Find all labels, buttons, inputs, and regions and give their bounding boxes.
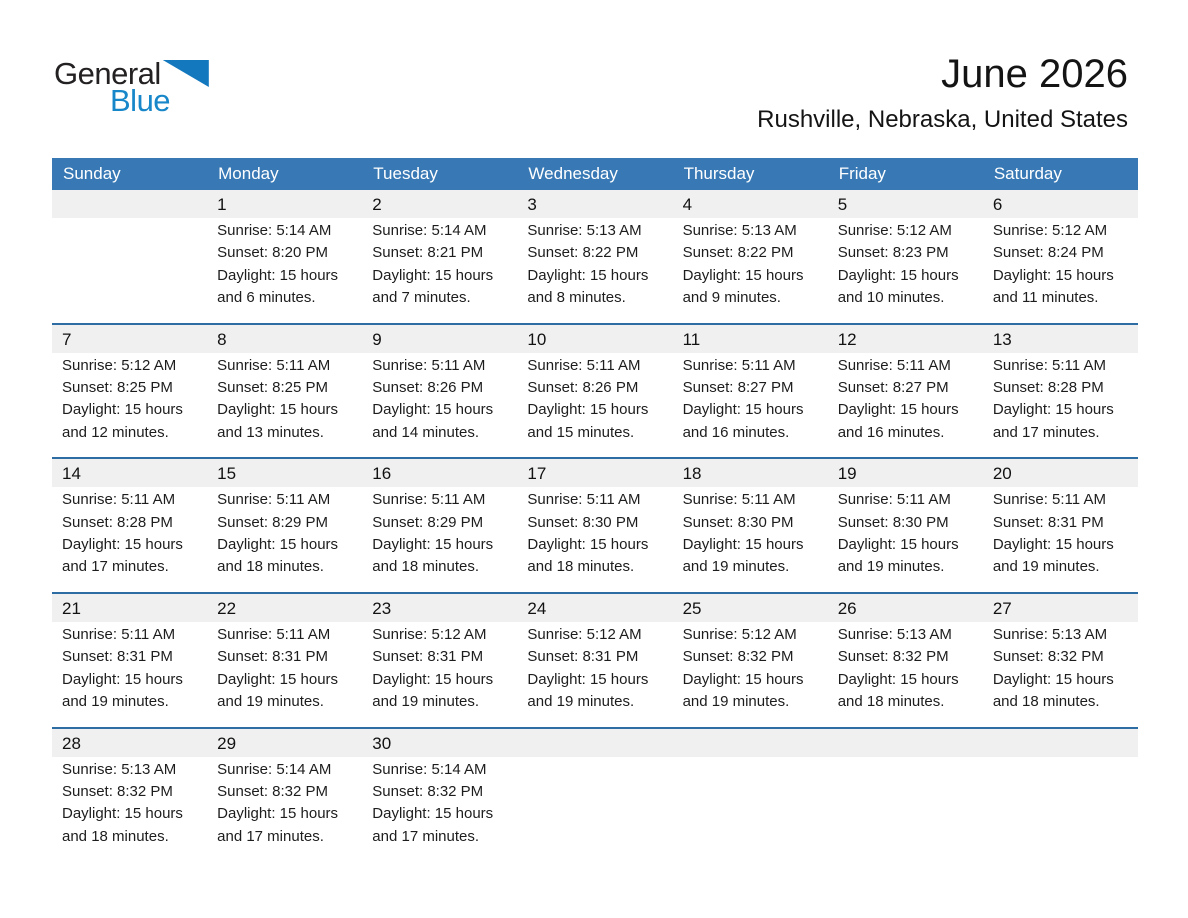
day-number: 22 bbox=[217, 598, 237, 618]
day-cell bbox=[517, 218, 672, 323]
sunrise-text: Sunrise: 5:11 AM bbox=[527, 356, 641, 374]
day-number: 7 bbox=[62, 329, 72, 349]
day-cell bbox=[828, 622, 983, 727]
daylight-text: Daylight: 15 hours bbox=[217, 805, 339, 823]
day-header-saturday: Saturday bbox=[993, 164, 1062, 183]
daylight-text-cont: and 10 minutes. bbox=[837, 289, 945, 307]
daylight-text-cont: and 17 minutes. bbox=[992, 423, 1100, 441]
day-cell bbox=[673, 218, 828, 323]
week-row-1 bbox=[52, 190, 1138, 323]
day-cell bbox=[207, 622, 362, 727]
sunrise-text: Sunrise: 5:11 AM bbox=[682, 356, 796, 374]
day-cell bbox=[517, 487, 672, 592]
daylight-text: Daylight: 15 hours bbox=[217, 266, 339, 284]
week-row-2 bbox=[52, 323, 1138, 458]
sunset-text: Sunset: 8:26 PM bbox=[527, 379, 639, 397]
daylight-text-cont: and 6 minutes. bbox=[217, 289, 316, 307]
day-cell bbox=[983, 218, 1138, 323]
sunset-text: Sunset: 8:23 PM bbox=[837, 244, 949, 262]
daylight-text-cont: and 16 minutes. bbox=[682, 423, 790, 441]
day-cell bbox=[362, 218, 517, 323]
daylight-text-cont: and 15 minutes. bbox=[527, 423, 635, 441]
empty-day-cell bbox=[983, 757, 1138, 862]
day-number: 28 bbox=[62, 733, 81, 753]
day-cells-band bbox=[52, 757, 1138, 862]
daylight-text: Daylight: 15 hours bbox=[992, 670, 1114, 688]
sunset-text: Sunset: 8:32 PM bbox=[837, 648, 949, 666]
day-number: 18 bbox=[682, 464, 702, 484]
day-number: 1 bbox=[217, 195, 227, 214]
day-header-friday: Friday bbox=[838, 164, 886, 183]
day-cell bbox=[52, 353, 207, 458]
daylight-text-cont: and 12 minutes. bbox=[62, 423, 169, 441]
sunset-text: Sunset: 8:31 PM bbox=[372, 648, 484, 666]
daylight-text-cont: and 19 minutes. bbox=[527, 693, 635, 711]
sunset-text: Sunset: 8:27 PM bbox=[837, 379, 949, 397]
daylight-text: Daylight: 15 hours bbox=[837, 266, 959, 284]
daylight-text: Daylight: 15 hours bbox=[527, 266, 649, 284]
sunrise-text: Sunrise: 5:14 AM bbox=[372, 760, 487, 778]
day-cell bbox=[673, 353, 828, 458]
daylight-text: Daylight: 15 hours bbox=[372, 401, 494, 419]
sunrise-text: Sunrise: 5:13 AM bbox=[837, 625, 952, 643]
daylight-text: Daylight: 15 hours bbox=[372, 670, 494, 688]
sunset-text: Sunset: 8:32 PM bbox=[682, 648, 794, 666]
daylight-text: Daylight: 15 hours bbox=[837, 536, 959, 554]
day-cell bbox=[362, 353, 517, 458]
daylight-text-cont: and 19 minutes. bbox=[62, 693, 169, 711]
sunset-text: Sunset: 8:28 PM bbox=[992, 379, 1104, 397]
day-cell bbox=[362, 622, 517, 727]
daylight-text: Daylight: 15 hours bbox=[527, 401, 649, 419]
day-number-band bbox=[52, 190, 1138, 218]
sunrise-text: Sunrise: 5:11 AM bbox=[62, 491, 176, 509]
day-number: 25 bbox=[682, 598, 702, 618]
daylight-text-cont: and 13 minutes. bbox=[217, 423, 324, 441]
day-number: 11 bbox=[682, 329, 701, 349]
day-number: 15 bbox=[217, 464, 237, 484]
empty-day-number bbox=[52, 190, 207, 218]
sunset-text: Sunset: 8:31 PM bbox=[62, 648, 173, 666]
sunrise-text: Sunrise: 5:14 AM bbox=[217, 222, 332, 239]
daylight-text-cont: and 17 minutes. bbox=[217, 827, 324, 845]
sunset-text: Sunset: 8:28 PM bbox=[62, 513, 173, 531]
daylight-text: Daylight: 15 hours bbox=[372, 805, 494, 823]
week-row-3 bbox=[52, 457, 1138, 592]
day-number: 12 bbox=[837, 329, 857, 349]
sunset-text: Sunset: 8:29 PM bbox=[372, 513, 484, 531]
day-cell bbox=[52, 487, 207, 592]
daylight-text-cont: and 14 minutes. bbox=[372, 423, 480, 441]
day-cell bbox=[673, 487, 828, 592]
daylight-text: Daylight: 15 hours bbox=[682, 401, 804, 419]
daylight-text-cont: and 18 minutes. bbox=[62, 827, 169, 845]
day-number-band bbox=[52, 729, 1138, 757]
day-number: 30 bbox=[372, 733, 392, 753]
sunrise-text: Sunrise: 5:11 AM bbox=[527, 491, 641, 509]
day-cell bbox=[828, 487, 983, 592]
day-cell bbox=[828, 353, 983, 458]
day-header-monday: Monday bbox=[218, 164, 279, 183]
day-number: 2 bbox=[372, 195, 382, 214]
day-number: 27 bbox=[992, 598, 1012, 618]
daylight-text-cont: and 18 minutes. bbox=[527, 558, 635, 576]
month-title: June 2026 bbox=[941, 52, 1128, 96]
day-number: 26 bbox=[837, 598, 857, 618]
daylight-text: Daylight: 15 hours bbox=[527, 536, 649, 554]
daylight-text: Daylight: 15 hours bbox=[62, 805, 183, 823]
sunset-text: Sunset: 8:31 PM bbox=[217, 648, 329, 666]
daylight-text: Daylight: 15 hours bbox=[372, 536, 494, 554]
day-number: 29 bbox=[217, 733, 237, 753]
sunset-text: Sunset: 8:30 PM bbox=[527, 513, 639, 531]
day-number-band bbox=[52, 325, 1138, 353]
daylight-text: Daylight: 15 hours bbox=[992, 266, 1114, 284]
sunset-text: Sunset: 8:20 PM bbox=[217, 244, 329, 262]
day-number: 13 bbox=[992, 329, 1012, 349]
daylight-text-cont: and 8 minutes. bbox=[527, 289, 626, 307]
daylight-text: Daylight: 15 hours bbox=[682, 266, 804, 284]
sunset-text: Sunset: 8:32 PM bbox=[217, 782, 329, 800]
daylight-text-cont: and 19 minutes. bbox=[217, 693, 324, 711]
sunset-text: Sunset: 8:31 PM bbox=[527, 648, 639, 666]
empty-day-number bbox=[673, 729, 828, 757]
empty-day-number bbox=[517, 729, 672, 757]
day-cell bbox=[207, 218, 362, 323]
day-number: 14 bbox=[62, 464, 81, 484]
empty-day-number bbox=[828, 729, 983, 757]
daylight-text-cont: and 11 minutes. bbox=[992, 289, 1099, 307]
empty-day-cell bbox=[52, 218, 207, 323]
day-number: 17 bbox=[527, 464, 547, 484]
sunset-text: Sunset: 8:25 PM bbox=[217, 379, 329, 397]
daylight-text-cont: and 17 minutes. bbox=[372, 827, 480, 845]
sunset-text: Sunset: 8:26 PM bbox=[372, 379, 484, 397]
daylight-text: Daylight: 15 hours bbox=[682, 536, 804, 554]
sunrise-text: Sunrise: 5:12 AM bbox=[682, 625, 797, 643]
sunset-text: Sunset: 8:30 PM bbox=[682, 513, 794, 531]
daylight-text: Daylight: 15 hours bbox=[992, 536, 1114, 554]
daylight-text: Daylight: 15 hours bbox=[62, 401, 183, 419]
day-number: 6 bbox=[992, 195, 1003, 214]
day-cell bbox=[207, 353, 362, 458]
daylight-text: Daylight: 15 hours bbox=[992, 401, 1114, 419]
day-cell bbox=[828, 218, 983, 323]
calendar-table bbox=[52, 158, 1138, 861]
sunrise-text: Sunrise: 5:11 AM bbox=[217, 625, 331, 643]
sunset-text: Sunset: 8:25 PM bbox=[62, 379, 173, 397]
sunrise-text: Sunrise: 5:11 AM bbox=[217, 356, 331, 374]
sunset-text: Sunset: 8:32 PM bbox=[372, 782, 484, 800]
day-cell bbox=[362, 757, 517, 862]
day-cells-band bbox=[52, 218, 1138, 323]
day-cells-band bbox=[52, 622, 1138, 727]
sunrise-text: Sunrise: 5:11 AM bbox=[992, 356, 1106, 374]
week-row-5 bbox=[52, 727, 1138, 862]
location-subtitle: Rushville, Nebraska, United States bbox=[757, 106, 1128, 133]
sunset-text: Sunset: 8:30 PM bbox=[837, 513, 949, 531]
sunrise-text: Sunrise: 5:11 AM bbox=[992, 491, 1106, 509]
day-number: 10 bbox=[527, 329, 547, 349]
sunset-text: Sunset: 8:27 PM bbox=[682, 379, 794, 397]
sunrise-text: Sunrise: 5:11 AM bbox=[682, 491, 796, 509]
daylight-text: Daylight: 15 hours bbox=[62, 670, 183, 688]
day-cell bbox=[52, 757, 207, 862]
day-number: 4 bbox=[682, 195, 693, 214]
empty-day-cell bbox=[517, 757, 672, 862]
sunrise-text: Sunrise: 5:14 AM bbox=[372, 222, 487, 239]
calendar-weeks bbox=[52, 190, 1138, 861]
empty-day-cell bbox=[828, 757, 983, 862]
day-cells-band bbox=[52, 487, 1138, 592]
general-blue-logo bbox=[54, 58, 209, 116]
day-header-thursday: Thursday bbox=[683, 164, 755, 183]
daylight-text-cont: and 19 minutes. bbox=[837, 558, 945, 576]
logo-text-blue: Blue bbox=[110, 83, 171, 118]
day-cells-band bbox=[52, 353, 1138, 458]
day-number: 9 bbox=[372, 329, 382, 349]
sunrise-text: Sunrise: 5:11 AM bbox=[62, 625, 176, 643]
day-number: 19 bbox=[837, 464, 857, 484]
sunrise-text: Sunrise: 5:11 AM bbox=[837, 356, 951, 374]
day-cell bbox=[983, 353, 1138, 458]
daylight-text-cont: and 17 minutes. bbox=[62, 558, 169, 576]
sunset-text: Sunset: 8:22 PM bbox=[682, 244, 794, 262]
weekday-header-row bbox=[52, 158, 1138, 190]
sunrise-text: Sunrise: 5:12 AM bbox=[992, 222, 1108, 239]
sunset-text: Sunset: 8:32 PM bbox=[62, 782, 173, 800]
sunset-text: Sunset: 8:32 PM bbox=[992, 648, 1104, 666]
empty-day-number bbox=[983, 729, 1138, 757]
day-number: 24 bbox=[527, 598, 547, 618]
daylight-text-cont: and 18 minutes. bbox=[372, 558, 480, 576]
day-header-sunday: Sunday bbox=[63, 164, 121, 183]
daylight-text-cont: and 18 minutes. bbox=[217, 558, 324, 576]
daylight-text: Daylight: 15 hours bbox=[837, 401, 959, 419]
sunrise-text: Sunrise: 5:12 AM bbox=[527, 625, 642, 643]
day-number-band bbox=[52, 594, 1138, 622]
week-row-4 bbox=[52, 592, 1138, 727]
daylight-text: Daylight: 15 hours bbox=[217, 536, 339, 554]
sunrise-text: Sunrise: 5:11 AM bbox=[217, 491, 331, 509]
day-number: 5 bbox=[837, 195, 848, 214]
day-number: 20 bbox=[992, 464, 1012, 484]
sunrise-text: Sunrise: 5:13 AM bbox=[527, 222, 642, 239]
day-number-band bbox=[52, 459, 1138, 487]
daylight-text-cont: and 18 minutes. bbox=[837, 693, 945, 711]
daylight-text-cont: and 19 minutes. bbox=[372, 693, 480, 711]
day-cell bbox=[52, 622, 207, 727]
sunrise-text: Sunrise: 5:13 AM bbox=[992, 625, 1108, 643]
day-number: 21 bbox=[62, 598, 81, 618]
day-number: 16 bbox=[372, 464, 392, 484]
daylight-text: Daylight: 15 hours bbox=[527, 670, 649, 688]
daylight-text: Daylight: 15 hours bbox=[217, 670, 339, 688]
daylight-text-cont: and 7 minutes. bbox=[372, 289, 471, 307]
daylight-text-cont: and 9 minutes. bbox=[682, 289, 781, 307]
daylight-text: Daylight: 15 hours bbox=[372, 266, 494, 284]
day-cell bbox=[983, 487, 1138, 592]
title-block bbox=[757, 52, 1128, 134]
day-number: 23 bbox=[372, 598, 392, 618]
daylight-text: Daylight: 15 hours bbox=[62, 536, 183, 554]
day-cell bbox=[207, 757, 362, 862]
day-cell bbox=[517, 622, 672, 727]
empty-day-cell bbox=[673, 757, 828, 862]
sunrise-text: Sunrise: 5:13 AM bbox=[682, 222, 797, 239]
daylight-text: Daylight: 15 hours bbox=[217, 401, 339, 419]
sunrise-text: Sunrise: 5:14 AM bbox=[217, 760, 332, 778]
daylight-text-cont: and 19 minutes. bbox=[682, 558, 790, 576]
sunset-text: Sunset: 8:29 PM bbox=[217, 513, 329, 531]
daylight-text-cont: and 19 minutes. bbox=[682, 693, 790, 711]
page-header bbox=[0, 0, 1188, 158]
day-number: 8 bbox=[217, 329, 227, 349]
day-header-tuesday: Tuesday bbox=[373, 164, 438, 183]
day-cell bbox=[983, 622, 1138, 727]
sunrise-text: Sunrise: 5:13 AM bbox=[62, 760, 177, 778]
sunrise-text: Sunrise: 5:12 AM bbox=[62, 356, 177, 374]
sunrise-text: Sunrise: 5:12 AM bbox=[837, 222, 952, 239]
daylight-text: Daylight: 15 hours bbox=[837, 670, 959, 688]
daylight-text-cont: and 18 minutes. bbox=[992, 693, 1100, 711]
day-cell bbox=[517, 353, 672, 458]
logo-text-general: General bbox=[54, 56, 161, 91]
day-cell bbox=[207, 487, 362, 592]
day-cell bbox=[673, 622, 828, 727]
sunrise-text: Sunrise: 5:11 AM bbox=[372, 356, 486, 374]
sunset-text: Sunset: 8:24 PM bbox=[992, 244, 1104, 262]
sunset-text: Sunset: 8:21 PM bbox=[372, 244, 484, 262]
day-header-wednesday: Wednesday bbox=[528, 164, 618, 183]
sunrise-text: Sunrise: 5:12 AM bbox=[372, 625, 487, 643]
daylight-text-cont: and 19 minutes. bbox=[992, 558, 1100, 576]
sunrise-text: Sunrise: 5:11 AM bbox=[372, 491, 486, 509]
day-number: 3 bbox=[527, 195, 537, 214]
sunset-text: Sunset: 8:31 PM bbox=[992, 513, 1104, 531]
sunrise-text: Sunrise: 5:11 AM bbox=[837, 491, 951, 509]
daylight-text: Daylight: 15 hours bbox=[682, 670, 804, 688]
sunset-text: Sunset: 8:22 PM bbox=[527, 244, 639, 262]
daylight-text-cont: and 16 minutes. bbox=[837, 423, 945, 441]
day-cell bbox=[362, 487, 517, 592]
